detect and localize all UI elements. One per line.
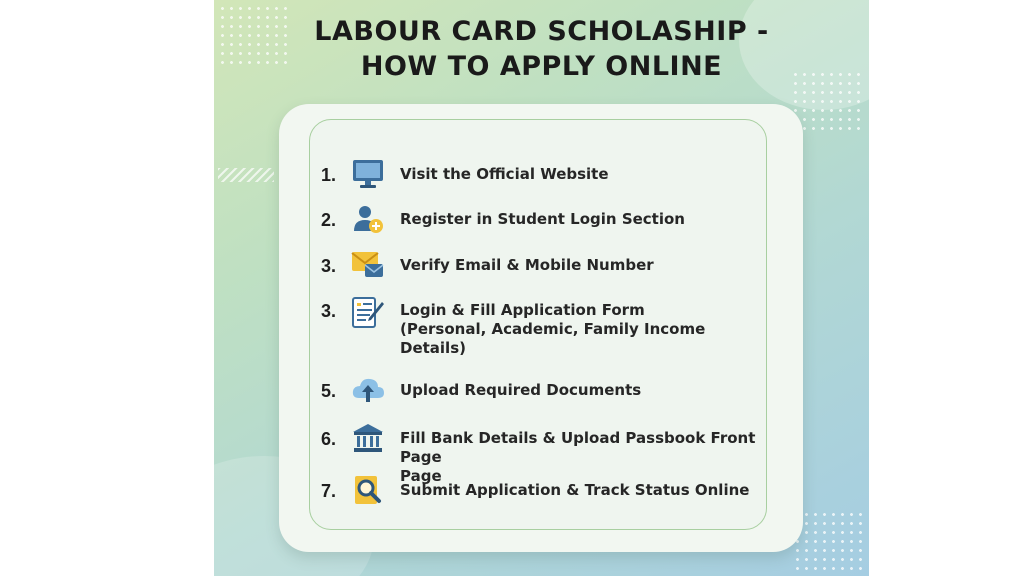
step-text: Upload Required Documents [400, 381, 642, 399]
monitor-icon [351, 158, 385, 190]
step-text: Verify Email & Mobile Number [400, 256, 654, 274]
decorative-dots [793, 510, 863, 570]
step-number: 6. [321, 429, 337, 449]
step-number: 7. [321, 481, 337, 501]
step-number: 2. [321, 210, 337, 230]
steps-card [279, 104, 803, 552]
step-number: 5. [321, 381, 337, 401]
step-text: Visit the Official Website [400, 165, 609, 183]
step-text-line-3: Details) [400, 339, 466, 357]
step-number: 3. [321, 256, 337, 276]
user-add-icon [351, 203, 385, 235]
step-text [400, 301, 800, 358]
document-search-icon [351, 474, 385, 506]
title-line-1: LABOUR CARD SCHOLASHIP - [314, 16, 769, 47]
page-title [214, 14, 869, 84]
step-text: Submit Application & Track Status Online [400, 481, 750, 499]
step-text-line-1: Fill Bank Details & Upload Passbook Front Page [400, 429, 756, 466]
step-number: 1. [321, 165, 337, 185]
decorative-stripes [218, 168, 274, 182]
envelope-icon [351, 249, 385, 281]
bank-icon [351, 422, 385, 454]
poster [214, 0, 869, 576]
step-text-line-2: (Personal, Academic, Family Income [400, 320, 706, 338]
step-text-line-2: Page [400, 467, 442, 485]
form-pen-icon [351, 296, 385, 330]
cloud-upload-icon [351, 374, 385, 406]
step-text: Register in Student Login Section [400, 210, 685, 228]
step-text-line-1: Login & Fill Application Form [400, 301, 645, 319]
step-text [400, 429, 800, 486]
title-line-2: HOW TO APPLY ONLINE [360, 51, 723, 82]
step-number: 3. [321, 301, 337, 321]
